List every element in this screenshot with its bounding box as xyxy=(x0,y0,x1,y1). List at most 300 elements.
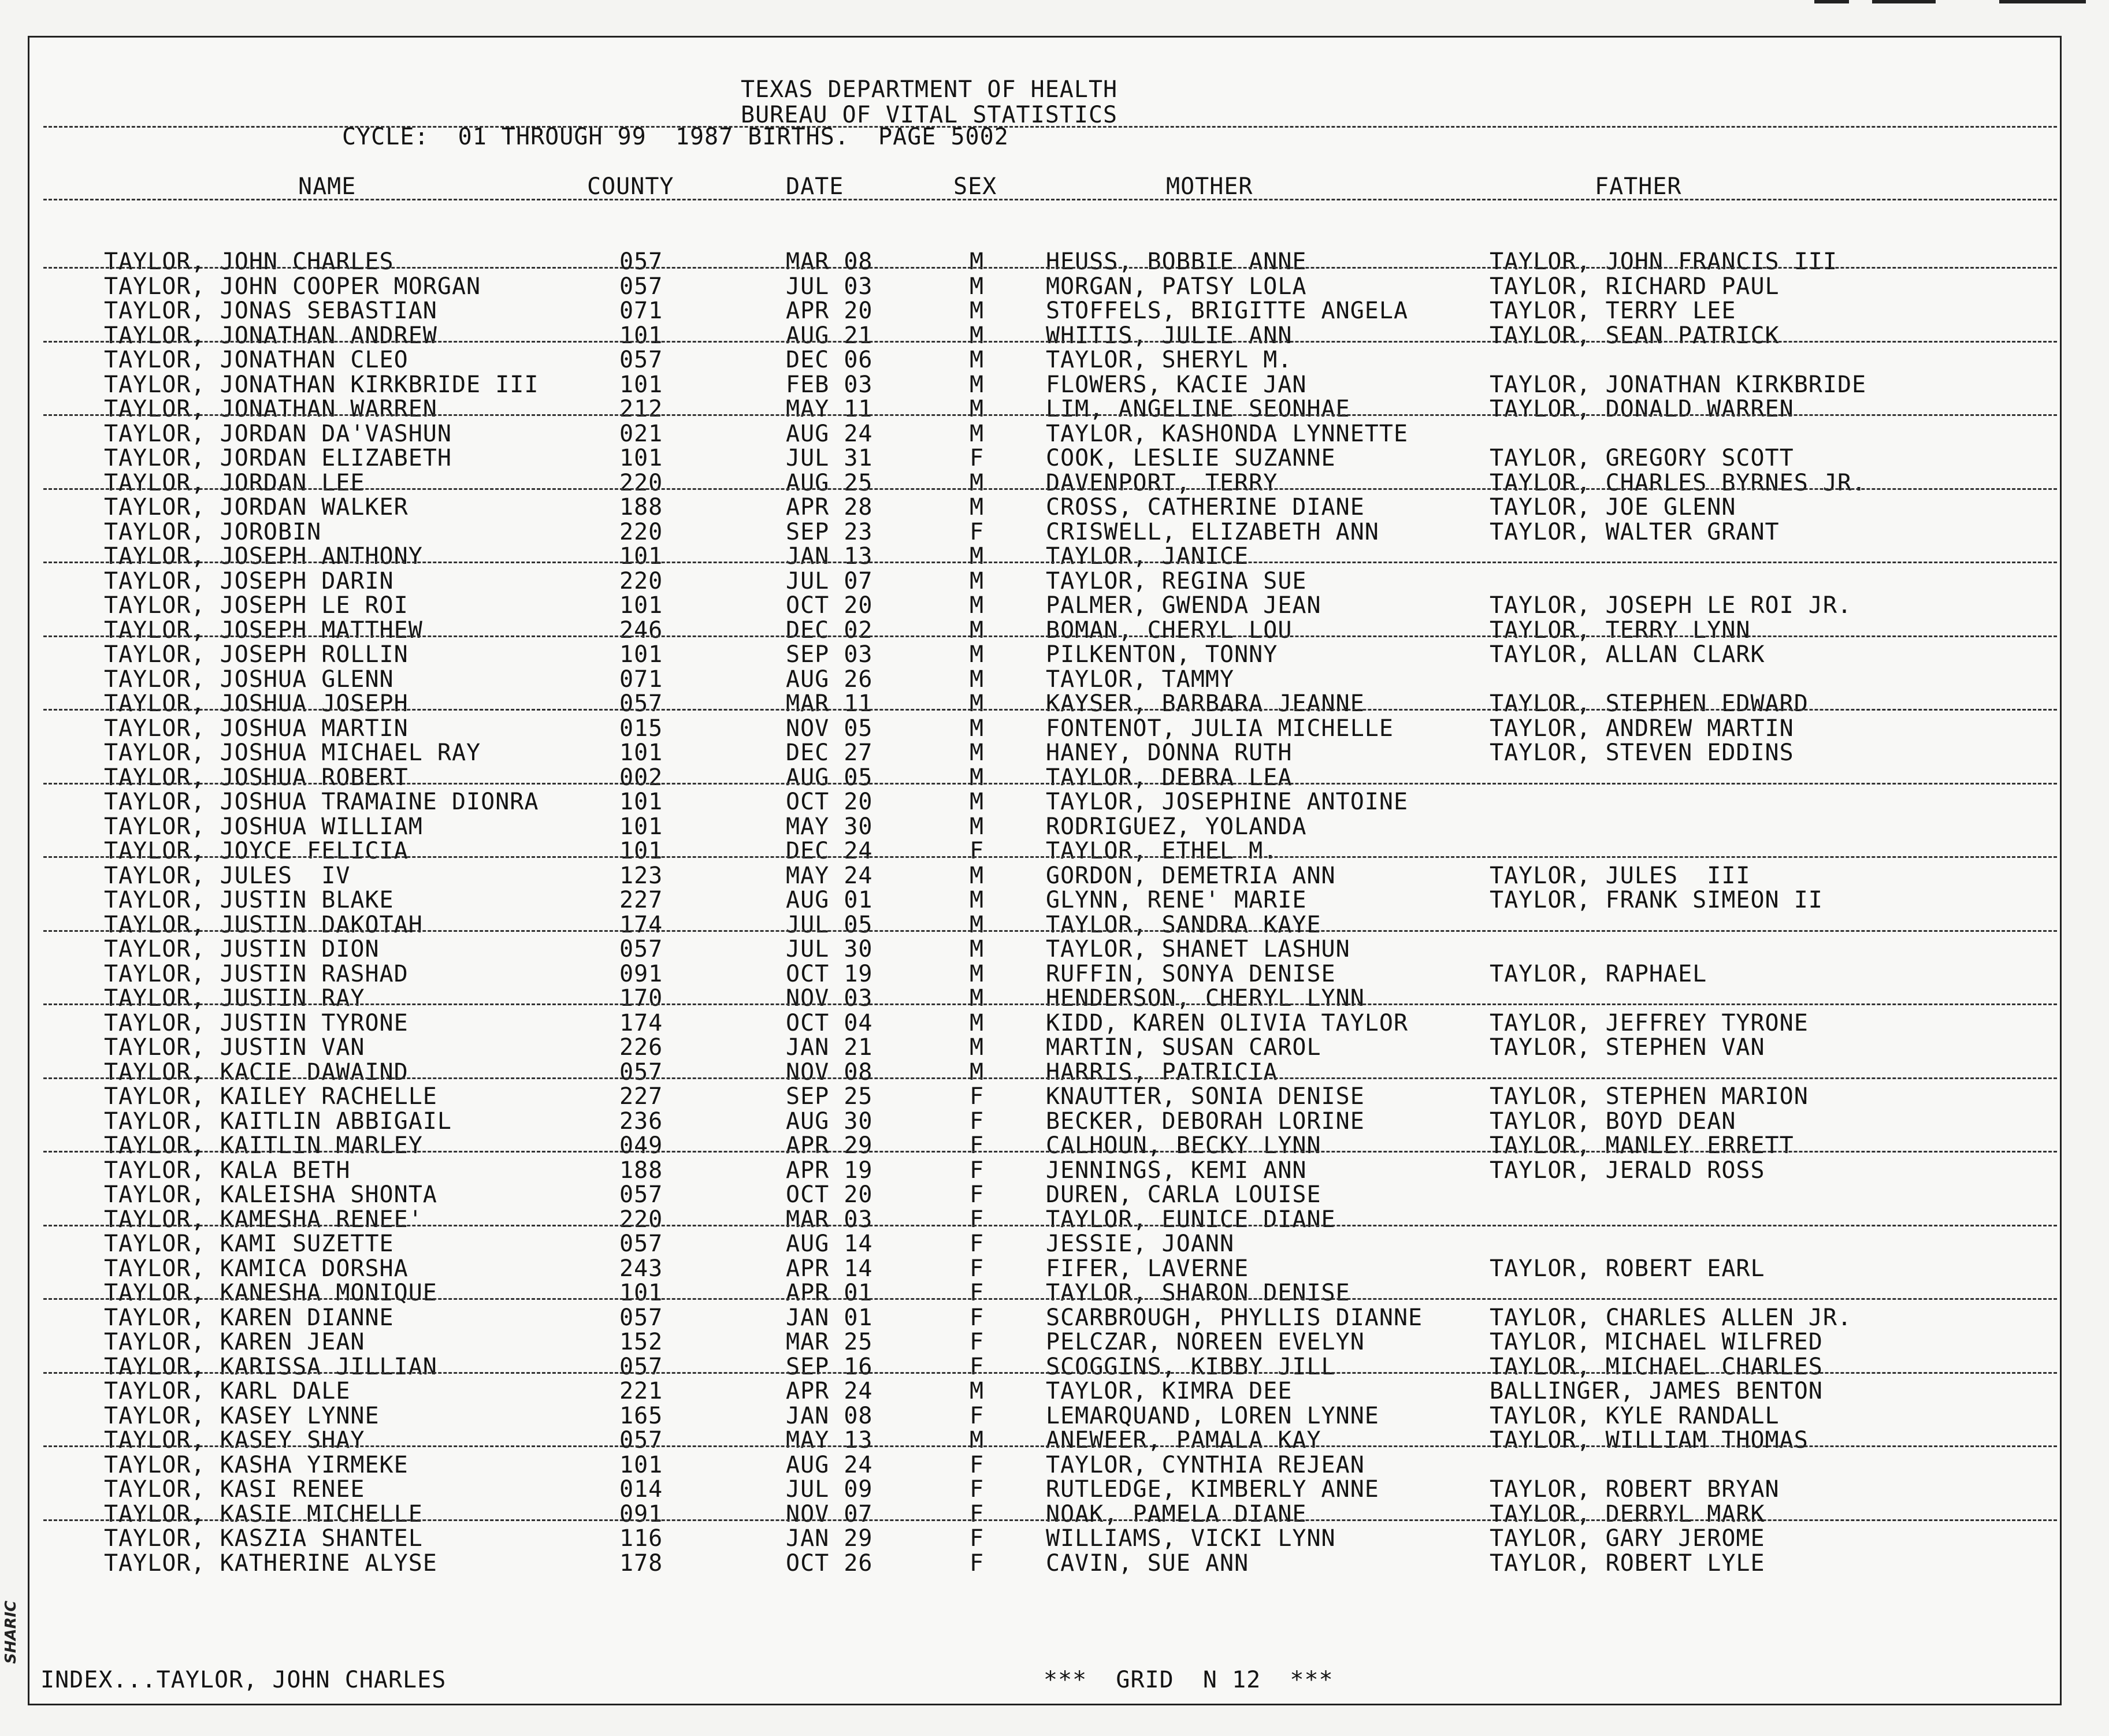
record-name: TAYLOR, JUSTIN DION xyxy=(104,936,380,962)
record-date: JUL 03 xyxy=(786,273,873,300)
record-name: TAYLOR, JORDAN ELIZABETH xyxy=(104,445,452,471)
record-county: 152 xyxy=(619,1329,663,1355)
record-date: DEC 06 xyxy=(786,347,873,373)
record-mother: TAYLOR, DEBRA LEA xyxy=(1046,764,1293,791)
grid-label: *** GRID N 12 *** xyxy=(1044,1667,1334,1693)
record-row xyxy=(0,1502,2109,1527)
record-county: 246 xyxy=(619,616,663,644)
record-father: TAYLOR, MICHAEL CHARLES xyxy=(1490,1353,1823,1380)
col-sex-header: SEX xyxy=(953,173,997,200)
record-mother: TAYLOR, JOSEPHINE ANTOINE xyxy=(1046,789,1409,815)
record-name: TAYLOR, KARISSA JILLIAN xyxy=(104,1353,437,1380)
record-name: TAYLOR, KASZIA SHANTEL xyxy=(104,1525,423,1552)
record-county: 057 xyxy=(619,1058,663,1086)
record-sex: F xyxy=(970,1500,985,1527)
record-row xyxy=(0,888,2109,913)
record-sex: F xyxy=(970,1451,985,1478)
record-sex: F xyxy=(970,1132,985,1159)
record-sex: M xyxy=(970,1058,985,1086)
record-row xyxy=(0,1379,2109,1404)
record-row xyxy=(0,765,2109,790)
record-mother: TAYLOR, SHERYL M. xyxy=(1046,347,1293,373)
record-date: AUG 26 xyxy=(786,666,873,693)
record-sex: F xyxy=(970,1549,985,1577)
record-sex: M xyxy=(970,887,985,913)
record-row xyxy=(0,618,2109,643)
record-father: TAYLOR, RAPHAEL xyxy=(1490,960,1707,987)
record-row xyxy=(0,1183,2109,1207)
record-name: TAYLOR, JOROBIN xyxy=(104,518,322,545)
record-county: 101 xyxy=(619,445,663,471)
record-row xyxy=(0,1084,2109,1109)
record-county: 165 xyxy=(619,1402,663,1429)
record-sex: F xyxy=(970,1107,985,1135)
record-name: TAYLOR, JOSEPH LE ROI xyxy=(104,592,409,619)
record-date: APR 19 xyxy=(786,1157,873,1184)
record-sex: F xyxy=(970,445,985,471)
record-name: TAYLOR, JONATHAN CLEO xyxy=(104,347,409,373)
record-sex: M xyxy=(970,985,985,1012)
record-row xyxy=(0,1158,2109,1183)
record-name: TAYLOR, JONATHAN ANDREW xyxy=(104,322,437,349)
record-date: APR 28 xyxy=(786,494,873,521)
record-row xyxy=(0,1306,2109,1330)
record-row xyxy=(0,962,2109,987)
record-date: SEP 03 xyxy=(786,641,873,668)
record-mother: JENNINGS, KEMI ANN xyxy=(1046,1157,1307,1184)
record-name: TAYLOR, JONATHAN KIRKBRIDE III xyxy=(104,371,539,398)
scan-mark xyxy=(1814,0,1849,3)
record-name: TAYLOR, JULES IV xyxy=(104,862,351,889)
record-date: NOV 03 xyxy=(786,985,873,1012)
record-sex: M xyxy=(970,322,985,349)
record-sex: F xyxy=(970,1476,985,1503)
record-date: AUG 24 xyxy=(786,1451,873,1478)
record-row xyxy=(0,1477,2109,1502)
record-county: 101 xyxy=(619,813,663,840)
record-father: TAYLOR, CHARLES ALLEN JR. xyxy=(1490,1304,1852,1331)
record-father: TAYLOR, STEVEN EDDINS xyxy=(1490,739,1794,766)
record-name: TAYLOR, KALEISHA SHONTA xyxy=(104,1181,437,1208)
record-sex: F xyxy=(970,1157,985,1184)
record-mother: CRISWELL, ELIZABETH ANN xyxy=(1046,518,1379,545)
record-father: TAYLOR, ROBERT BRYAN xyxy=(1490,1476,1780,1503)
record-row xyxy=(0,1207,2109,1232)
record-mother: TAYLOR, SHARON DENISE xyxy=(1046,1280,1350,1306)
record-name: TAYLOR, KANESHA MONIQUE xyxy=(104,1280,437,1306)
record-date: OCT 20 xyxy=(786,789,873,815)
record-father: TAYLOR, ROBERT LYLE xyxy=(1490,1549,1765,1577)
record-mother: WILLIAMS, VICKI LYNN xyxy=(1046,1525,1336,1552)
record-mother: LEMARQUAND, LOREN LYNNE xyxy=(1046,1402,1379,1429)
record-row xyxy=(0,373,2109,397)
record-mother: HARRIS, PATRICIA xyxy=(1046,1058,1278,1086)
record-date: JAN 21 xyxy=(786,1034,873,1061)
record-date: MAY 11 xyxy=(786,396,873,422)
record-sex: M xyxy=(970,298,985,324)
record-name: TAYLOR, JONAS SEBASTIAN xyxy=(104,298,437,324)
record-name: TAYLOR, KASEY LYNNE xyxy=(104,1402,380,1429)
record-date: NOV 05 xyxy=(786,715,873,742)
record-county: 101 xyxy=(619,322,663,349)
record-name: TAYLOR, JOSHUA TRAMAINE DIONRA xyxy=(104,789,539,815)
record-sex: F xyxy=(970,1525,985,1552)
record-county: 212 xyxy=(619,396,663,422)
record-row xyxy=(0,986,2109,1011)
record-county: 057 xyxy=(619,1181,663,1208)
record-date: MAR 11 xyxy=(786,690,873,717)
record-row xyxy=(0,667,2109,692)
record-mother: JESSIE, JOANN xyxy=(1046,1231,1235,1257)
record-father: TAYLOR, GARY JEROME xyxy=(1490,1525,1765,1552)
record-name: TAYLOR, KAMESHA RENEE' xyxy=(104,1206,423,1233)
record-row xyxy=(0,937,2109,962)
record-father: TAYLOR, TERRY LEE xyxy=(1490,298,1736,324)
record-row xyxy=(0,642,2109,667)
scan-mark xyxy=(1872,0,1936,3)
record-name: TAYLOR, JORDAN WALKER xyxy=(104,494,409,521)
record-date: SEP 23 xyxy=(786,518,873,545)
record-father: TAYLOR, KYLE RANDALL xyxy=(1490,1402,1780,1429)
record-name: TAYLOR, KAILEY RACHELLE xyxy=(104,1083,437,1110)
record-date: OCT 26 xyxy=(786,1549,873,1577)
record-sex: M xyxy=(970,789,985,815)
record-county: 015 xyxy=(619,715,663,742)
record-row xyxy=(0,1060,2109,1085)
record-name: TAYLOR, JORDAN DA'VASHUN xyxy=(104,420,452,447)
record-sex: M xyxy=(970,592,985,619)
record-father: TAYLOR, STEPHEN VAN xyxy=(1490,1034,1765,1061)
record-county: 002 xyxy=(619,764,663,791)
record-father: TAYLOR, JOHN FRANCIS III xyxy=(1490,248,1837,275)
record-name: TAYLOR, JOHN COOPER MORGAN xyxy=(104,273,481,300)
record-row xyxy=(0,274,2109,299)
record-mother: KNAUTTER, SONIA DENISE xyxy=(1046,1083,1365,1110)
record-county: 101 xyxy=(619,371,663,398)
record-name: TAYLOR, JOSHUA GLENN xyxy=(104,666,394,693)
record-name: TAYLOR, JOSHUA WILLIAM xyxy=(104,813,423,840)
record-mother: RODRIGUEZ, YOLANDA xyxy=(1046,813,1307,840)
record-name: TAYLOR, JUSTIN RASHAD xyxy=(104,960,409,987)
record-name: TAYLOR, JORDAN LEE xyxy=(104,469,365,496)
record-mother: COOK, LESLIE SUZANNE xyxy=(1046,445,1336,471)
record-date: OCT 20 xyxy=(786,592,873,619)
record-row xyxy=(0,348,2109,373)
record-mother: NOAK, PAMELA DIANE xyxy=(1046,1500,1307,1527)
agency-title: TEXAS DEPARTMENT OF HEALTH xyxy=(741,76,1118,103)
record-name: TAYLOR, JONATHAN WARREN xyxy=(104,396,437,422)
record-date: AUG 25 xyxy=(786,469,873,496)
record-mother: HEUSS, BOBBIE ANNE xyxy=(1046,248,1307,275)
record-county: 220 xyxy=(619,518,663,545)
record-row xyxy=(0,1257,2109,1281)
record-father: TAYLOR, ROBERT EARL xyxy=(1490,1255,1765,1282)
record-county: 057 xyxy=(619,1231,663,1257)
record-row xyxy=(0,1355,2109,1380)
record-sex: M xyxy=(970,347,985,373)
cycle-line: CYCLE: 01 THROUGH 99 1987 BIRTHS. PAGE 5002 xyxy=(342,124,1009,150)
record-mother: PELCZAR, NOREEN EVELYN xyxy=(1046,1329,1365,1355)
record-father: TAYLOR, JULES III xyxy=(1490,862,1751,889)
record-date: JAN 01 xyxy=(786,1304,873,1331)
record-county: 057 xyxy=(619,1304,663,1331)
record-mother: TAYLOR, SHANET LASHUN xyxy=(1046,936,1350,962)
record-date: AUG 05 xyxy=(786,764,873,791)
record-name: TAYLOR, JUSTIN RAY xyxy=(104,985,365,1012)
record-county: 101 xyxy=(619,838,663,864)
record-mother: STOFFELS, BRIGITTE ANGELA xyxy=(1046,298,1409,324)
record-row xyxy=(0,1109,2109,1134)
record-date: AUG 30 xyxy=(786,1107,873,1135)
record-county: 101 xyxy=(619,543,663,570)
record-mother: TAYLOR, REGINA SUE xyxy=(1046,567,1307,594)
record-date: OCT 19 xyxy=(786,960,873,987)
record-row xyxy=(0,1551,2109,1576)
record-name: TAYLOR, JOSEPH MATTHEW xyxy=(104,616,423,644)
record-mother: DUREN, CARLA LOUISE xyxy=(1046,1181,1321,1208)
record-county: 101 xyxy=(619,1280,663,1306)
record-name: TAYLOR, KASHA YIRMEKE xyxy=(104,1451,409,1478)
record-row xyxy=(0,299,2109,324)
record-county: 116 xyxy=(619,1525,663,1552)
record-row xyxy=(0,250,2109,274)
record-name: TAYLOR, KASEY SHAY xyxy=(104,1427,365,1454)
record-date: APR 14 xyxy=(786,1255,873,1282)
record-row xyxy=(0,1133,2109,1158)
record-father: TAYLOR, BOYD DEAN xyxy=(1490,1107,1736,1135)
record-mother: KAYSER, BARBARA JEANNE xyxy=(1046,690,1365,717)
record-name: TAYLOR, JUSTIN DAKOTAH xyxy=(104,911,423,938)
record-name: TAYLOR, JOSHUA MARTIN xyxy=(104,715,409,742)
col-father-header: FATHER xyxy=(1595,173,1682,200)
record-name: TAYLOR, KAMICA DORSHA xyxy=(104,1255,409,1282)
bureau-title: BUREAU OF VITAL STATISTICS xyxy=(741,102,1118,128)
record-mother: CALHOUN, BECKY LYNN xyxy=(1046,1132,1321,1159)
record-father: TAYLOR, CHARLES BYRNES JR. xyxy=(1490,469,1867,496)
record-county: 227 xyxy=(619,1083,663,1110)
record-row xyxy=(0,1428,2109,1453)
record-father: TAYLOR, MICHAEL WILFRED xyxy=(1490,1329,1823,1355)
record-name: TAYLOR, KAITLIN MARLEY xyxy=(104,1132,423,1159)
record-date: AUG 01 xyxy=(786,887,873,913)
record-sex: M xyxy=(970,641,985,668)
record-sex: M xyxy=(970,715,985,742)
record-name: TAYLOR, KAREN DIANNE xyxy=(104,1304,394,1331)
record-father: TAYLOR, RICHARD PAUL xyxy=(1490,273,1780,300)
record-row xyxy=(0,397,2109,422)
record-father: TAYLOR, DONALD WARREN xyxy=(1490,396,1794,422)
record-mother: KIDD, KAREN OLIVIA TAYLOR xyxy=(1046,1009,1409,1036)
record-father: TAYLOR, STEPHEN EDWARD xyxy=(1490,690,1809,717)
record-county: 057 xyxy=(619,690,663,717)
record-county: 091 xyxy=(619,1500,663,1527)
record-father: TAYLOR, JEFFREY TYRONE xyxy=(1490,1009,1809,1036)
record-sex: F xyxy=(970,1181,985,1208)
record-sex: M xyxy=(970,862,985,889)
record-county: 170 xyxy=(619,985,663,1012)
record-date: NOV 07 xyxy=(786,1500,873,1527)
record-mother: HENDERSON, CHERYL LYNN xyxy=(1046,985,1365,1012)
record-county: 243 xyxy=(619,1255,663,1282)
birth-records-list xyxy=(0,250,2109,1575)
record-county: 057 xyxy=(619,347,663,373)
record-mother: TAYLOR, CYNTHIA REJEAN xyxy=(1046,1451,1365,1478)
record-county: 101 xyxy=(619,592,663,619)
record-father: TAYLOR, JERALD ROSS xyxy=(1490,1157,1765,1184)
record-mother: GLYNN, RENE' MARIE xyxy=(1046,887,1307,913)
record-row xyxy=(0,913,2109,938)
index-line: INDEX...TAYLOR, JOHN CHARLES xyxy=(40,1667,447,1693)
record-row xyxy=(0,1011,2109,1036)
record-county: 226 xyxy=(619,1034,663,1061)
record-sex: M xyxy=(970,494,985,521)
record-name: TAYLOR, JOSHUA MICHAEL RAY xyxy=(104,739,481,766)
record-sex: F xyxy=(970,1280,985,1306)
record-date: DEC 02 xyxy=(786,616,873,644)
record-date: AUG 24 xyxy=(786,420,873,447)
record-row xyxy=(0,1035,2109,1060)
record-row xyxy=(0,446,2109,471)
record-county: 227 xyxy=(619,887,663,913)
col-name-header: NAME xyxy=(298,173,357,200)
record-sex: M xyxy=(970,813,985,840)
record-name: TAYLOR, KASI RENEE xyxy=(104,1476,365,1503)
record-date: FEB 03 xyxy=(786,371,873,398)
record-county: 220 xyxy=(619,1206,663,1233)
record-date: AUG 14 xyxy=(786,1231,873,1257)
record-county: 071 xyxy=(619,298,663,324)
record-sex: M xyxy=(970,248,985,275)
record-county: 057 xyxy=(619,1353,663,1380)
record-row xyxy=(0,471,2109,496)
record-county: 057 xyxy=(619,936,663,962)
record-mother: PILKENTON, TONNY xyxy=(1046,641,1278,668)
record-county: 049 xyxy=(619,1132,663,1159)
record-father: TAYLOR, FRANK SIMEON II xyxy=(1490,887,1823,913)
record-sex: F xyxy=(970,1083,985,1110)
record-date: MAY 30 xyxy=(786,813,873,840)
record-sex: M xyxy=(970,764,985,791)
record-father: TAYLOR, SEAN PATRICK xyxy=(1490,322,1780,349)
record-mother: BOMAN, CHERYL LOU xyxy=(1046,616,1293,644)
record-date: JAN 08 xyxy=(786,1402,873,1429)
record-name: TAYLOR, KALA BETH xyxy=(104,1157,351,1184)
record-father: TAYLOR, WALTER GRANT xyxy=(1490,518,1780,545)
record-date: APR 20 xyxy=(786,298,873,324)
record-sex: M xyxy=(970,911,985,938)
record-sex: M xyxy=(970,616,985,644)
record-mother: MARTIN, SUSAN CAROL xyxy=(1046,1034,1321,1061)
record-date: JAN 29 xyxy=(786,1525,873,1552)
record-row xyxy=(0,790,2109,815)
record-mother: PALMER, GWENDA JEAN xyxy=(1046,592,1321,619)
record-sex: F xyxy=(970,1353,985,1380)
record-date: MAR 08 xyxy=(786,248,873,275)
record-sex: M xyxy=(970,396,985,422)
record-sex: M xyxy=(970,469,985,496)
record-sex: F xyxy=(970,1402,985,1429)
record-sex: M xyxy=(970,1034,985,1061)
record-mother: HANEY, DONNA RUTH xyxy=(1046,739,1293,766)
record-mother: RUFFIN, SONYA DENISE xyxy=(1046,960,1336,987)
record-county: 220 xyxy=(619,469,663,496)
record-sex: M xyxy=(970,936,985,962)
record-date: JUL 31 xyxy=(786,445,873,471)
record-father: TAYLOR, ANDREW MARTIN xyxy=(1490,715,1794,742)
record-name: TAYLOR, KACIE DAWAIND xyxy=(104,1058,409,1086)
record-sex: M xyxy=(970,543,985,570)
record-date: MAY 24 xyxy=(786,862,873,889)
record-name: TAYLOR, JOSHUA JOSEPH xyxy=(104,690,409,717)
record-father: TAYLOR, STEPHEN MARION xyxy=(1490,1083,1809,1110)
record-mother: SCOGGINS, KIBBY JILL xyxy=(1046,1353,1336,1380)
record-name: TAYLOR, KASIE MICHELLE xyxy=(104,1500,423,1527)
record-row xyxy=(0,1281,2109,1306)
record-county: 057 xyxy=(619,273,663,300)
record-county: 091 xyxy=(619,960,663,987)
record-row xyxy=(0,1526,2109,1551)
column-header-rule xyxy=(43,199,2057,200)
record-mother: TAYLOR, JANICE xyxy=(1046,543,1249,570)
record-county: 101 xyxy=(619,739,663,766)
record-county: 071 xyxy=(619,666,663,693)
record-name: TAYLOR, JOSEPH DARIN xyxy=(104,567,394,594)
record-name: TAYLOR, JOSEPH ROLLIN xyxy=(104,641,409,668)
record-row xyxy=(0,544,2109,569)
record-date: MAY 13 xyxy=(786,1427,873,1454)
record-sex: M xyxy=(970,371,985,398)
record-father: BALLINGER, JAMES BENTON xyxy=(1490,1378,1823,1404)
record-mother: MORGAN, PATSY LOLA xyxy=(1046,273,1307,300)
record-county: 014 xyxy=(619,1476,663,1503)
record-mother: TAYLOR, EUNICE DIANE xyxy=(1046,1206,1336,1233)
col-date-header: DATE xyxy=(786,173,844,200)
record-mother: DAVENPORT, TERRY xyxy=(1046,469,1278,496)
record-mother: RUTLEDGE, KIMBERLY ANNE xyxy=(1046,1476,1379,1503)
record-name: TAYLOR, JOYCE FELICIA xyxy=(104,838,409,864)
record-mother: FIFER, LAVERNE xyxy=(1046,1255,1249,1282)
record-date: MAR 03 xyxy=(786,1206,873,1233)
record-mother: BECKER, DEBORAH LORINE xyxy=(1046,1107,1365,1135)
record-date: JAN 13 xyxy=(786,543,873,570)
record-sex: M xyxy=(970,739,985,766)
record-father: TAYLOR, JOSEPH LE ROI JR. xyxy=(1490,592,1852,619)
record-mother: TAYLOR, TAMMY xyxy=(1046,666,1235,693)
record-row xyxy=(0,864,2109,889)
record-father: TAYLOR, DERRYL MARK xyxy=(1490,1500,1765,1527)
record-county: 101 xyxy=(619,789,663,815)
record-date: APR 24 xyxy=(786,1378,873,1404)
col-county-header: COUNTY xyxy=(587,173,674,200)
record-mother: LIM, ANGELINE SEONHAE xyxy=(1046,396,1350,422)
record-sex: F xyxy=(970,1206,985,1233)
record-father: TAYLOR, ALLAN CLARK xyxy=(1490,641,1765,668)
record-sex: M xyxy=(970,960,985,987)
record-date: SEP 25 xyxy=(786,1083,873,1110)
record-row xyxy=(0,593,2109,618)
record-row xyxy=(0,716,2109,741)
record-mother: WHITIS, JULIE ANN xyxy=(1046,322,1293,349)
record-mother: TAYLOR, ETHEL M. xyxy=(1046,838,1278,864)
record-mother: FLOWERS, KACIE JAN xyxy=(1046,371,1307,398)
record-row xyxy=(0,495,2109,520)
record-sex: M xyxy=(970,690,985,717)
record-row xyxy=(0,422,2109,447)
record-row xyxy=(0,569,2109,594)
record-county: 221 xyxy=(619,1378,663,1404)
record-row xyxy=(0,520,2109,545)
record-sex: M xyxy=(970,567,985,594)
